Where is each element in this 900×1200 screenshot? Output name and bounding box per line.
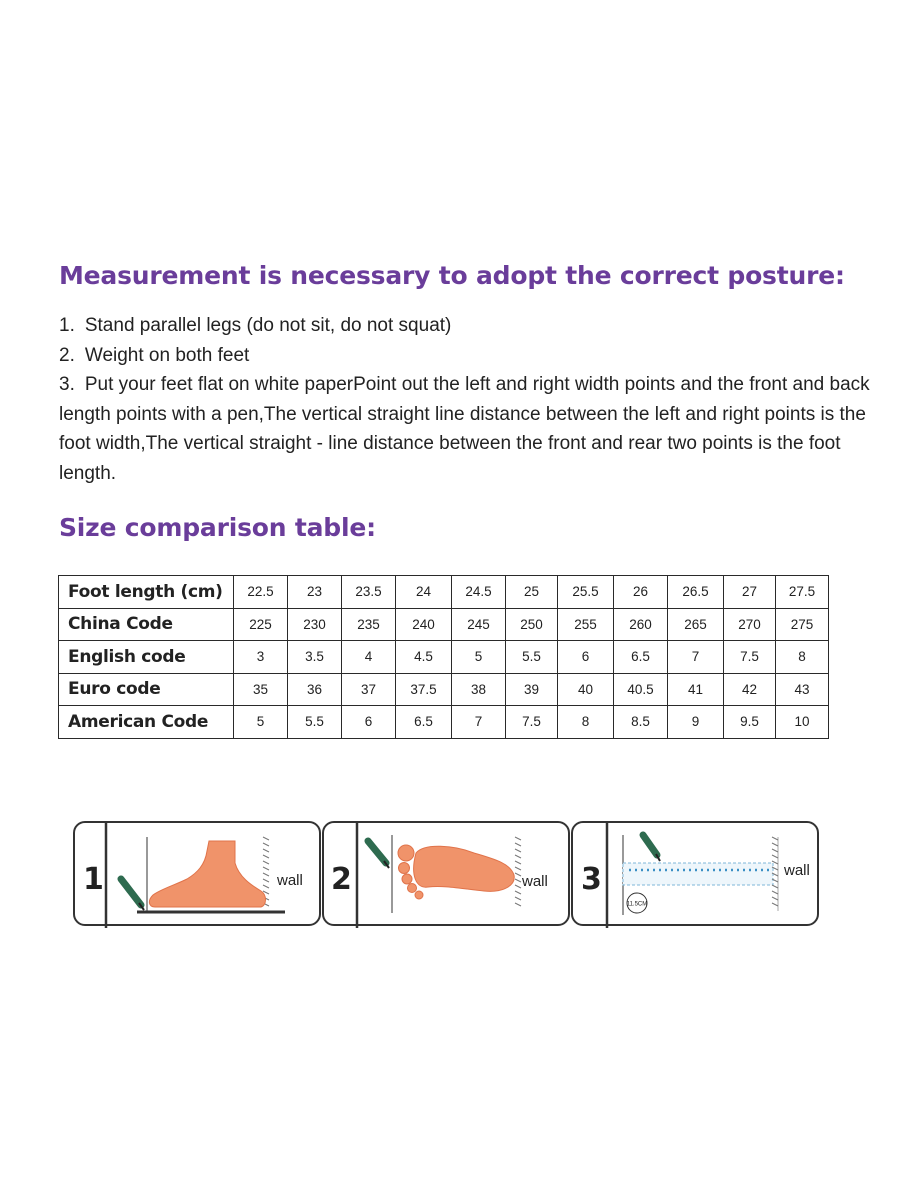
foot-top-icon	[398, 845, 514, 899]
measure-value: 11.5CM	[626, 901, 648, 908]
table-cell: 275	[776, 608, 829, 641]
table-cell: 23.5	[342, 576, 396, 609]
table-row	[59, 576, 829, 609]
table-cell: 7.5	[724, 641, 776, 674]
wall-label: wall	[784, 862, 810, 879]
table-cell: 265	[668, 608, 724, 641]
table-cell: 5	[234, 706, 288, 739]
row-label: China Code	[59, 608, 234, 641]
row-label: Euro code	[59, 673, 234, 706]
table-cell: 5.5	[506, 641, 558, 674]
table-cell: 26	[614, 576, 668, 609]
table-cell: 8.5	[614, 706, 668, 739]
table-cell: 8	[776, 641, 829, 674]
ruler-icon	[623, 863, 773, 885]
table-cell: 235	[342, 608, 396, 641]
table-row	[59, 706, 829, 739]
table-cell: 6.5	[614, 641, 668, 674]
table-cell: 225	[234, 608, 288, 641]
wall-icon	[772, 837, 778, 911]
table-cell: 7	[668, 641, 724, 674]
table-cell: 22.5	[234, 576, 288, 609]
instruction-steps	[59, 311, 879, 489]
table-cell: 43	[776, 673, 829, 706]
table-cell: 35	[234, 673, 288, 706]
table-cell: 4.5	[396, 641, 452, 674]
table-cell: 5.5	[288, 706, 342, 739]
table-cell: 25.5	[558, 576, 614, 609]
measure-step-3-panel	[571, 821, 819, 926]
measure-step-1-panel	[73, 821, 321, 926]
table-cell: 270	[724, 608, 776, 641]
table-cell: 41	[668, 673, 724, 706]
pen-icon	[121, 879, 144, 910]
table-cell: 24.5	[452, 576, 506, 609]
pen-icon	[368, 841, 389, 868]
table-cell: 3.5	[288, 641, 342, 674]
table-cell: 40	[558, 673, 614, 706]
step-3: 3. Put your feet flat on white paperPoint out the left and right width points and the front and back length points with a pen,The vertical straight line distance between the left and right points is the foot width,The vertical straight - line distance between the front and rear two points is the foot length.	[59, 374, 870, 484]
table-cell: 6.5	[396, 706, 452, 739]
step-2: 2. Weight on both feet	[59, 344, 250, 366]
table-row	[59, 673, 829, 706]
row-label: American Code	[59, 706, 234, 739]
step-1-number: 1	[83, 862, 104, 897]
measure-step-2-panel	[322, 821, 570, 926]
step-3-number: 3	[581, 862, 602, 897]
step-2-number: 2	[331, 862, 352, 897]
table-cell: 40.5	[614, 673, 668, 706]
row-label: Foot length (cm)	[59, 576, 234, 609]
table-cell: 260	[614, 608, 668, 641]
step-1: 1. Stand parallel legs (do not sit, do not squat)	[59, 315, 452, 336]
table-cell: 4	[342, 641, 396, 674]
table-cell: 9	[668, 706, 724, 739]
step-3-illustration	[573, 823, 821, 928]
table-cell: 25	[506, 576, 558, 609]
table-cell: 240	[396, 608, 452, 641]
measure-badge	[627, 893, 648, 913]
table-cell: 10	[776, 706, 829, 739]
table-cell: 245	[452, 608, 506, 641]
pen-icon	[643, 835, 660, 861]
table-cell: 42	[724, 673, 776, 706]
wall-icon	[515, 837, 521, 906]
table-row	[59, 641, 829, 674]
table-cell: 37	[342, 673, 396, 706]
table-cell: 3	[234, 641, 288, 674]
step-2-illustration	[324, 823, 572, 928]
size-comparison-table	[58, 575, 829, 739]
table-cell: 6	[342, 706, 396, 739]
table-cell: 27	[724, 576, 776, 609]
wall-label: wall	[277, 872, 303, 889]
table-cell: 38	[452, 673, 506, 706]
table-cell: 24	[396, 576, 452, 609]
table-cell: 27.5	[776, 576, 829, 609]
table-cell: 26.5	[668, 576, 724, 609]
size-table-title: Size comparison table:	[59, 513, 376, 542]
table-cell: 7	[452, 706, 506, 739]
table-cell: 9.5	[724, 706, 776, 739]
table-cell: 36	[288, 673, 342, 706]
table-cell: 37.5	[396, 673, 452, 706]
table-cell: 39	[506, 673, 558, 706]
table-cell: 7.5	[506, 706, 558, 739]
table-cell: 23	[288, 576, 342, 609]
table-cell: 250	[506, 608, 558, 641]
table-cell: 230	[288, 608, 342, 641]
step-1-illustration	[75, 823, 323, 928]
wall-label: wall	[522, 873, 548, 890]
foot-side-icon	[149, 841, 265, 907]
table-cell: 5	[452, 641, 506, 674]
row-label: English code	[59, 641, 234, 674]
table-cell: 8	[558, 706, 614, 739]
table-cell: 255	[558, 608, 614, 641]
table-cell: 6	[558, 641, 614, 674]
measurement-title: Measurement is necessary to adopt the correct posture:	[59, 261, 845, 290]
table-row	[59, 608, 829, 641]
